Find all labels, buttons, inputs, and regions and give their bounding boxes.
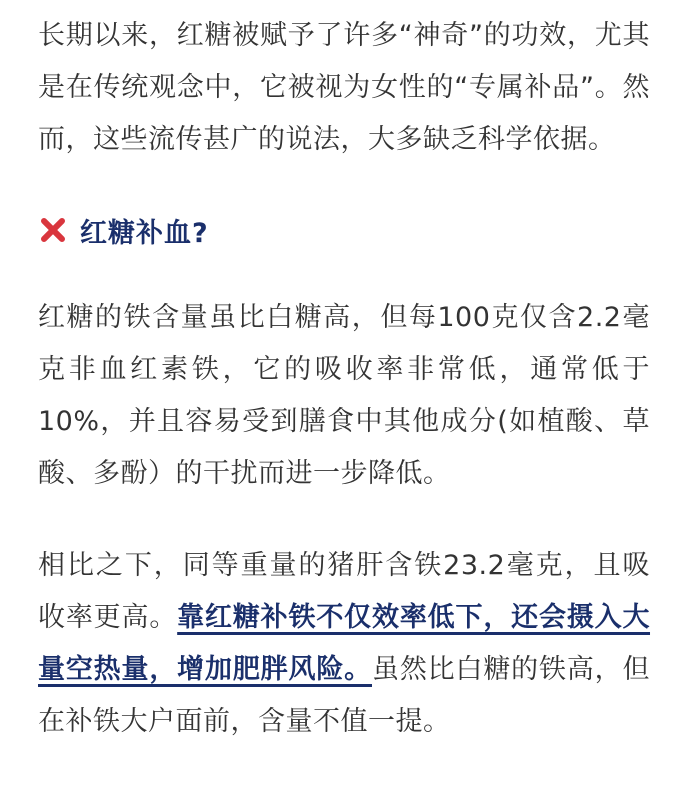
- highlighted-conclusion: 靠红糖补铁不仅效率低下，还会摄入大量空热量，增加肥胖风险。: [38, 602, 651, 685]
- article-body: [38, 10, 650, 748]
- iron-content-paragraph: 红糖的铁含量虽比白糖高，但每100克仅含2.2毫克非血红素铁，它的吸收率非常低，通常低于10%，并且容易受到膳食中其他成分(如植酸、草酸、多酚）的干扰而进一步降低。: [38, 302, 650, 489]
- cross-mark-icon: [38, 215, 68, 245]
- comparison-tail-text: 虽然比白糖的铁高，但在补铁大户面前，含量不值一提。: [38, 654, 650, 737]
- section-heading-text: 红糖补血?: [80, 217, 209, 249]
- comparison-text: 相比之下，同等重量的猪肝含铁23.2毫克，且吸收率更高。: [38, 550, 650, 633]
- intro-paragraph: 长期以来，红糖被赋予了许多“神奇”的功效，尤其是在传统观念中，它被视为女性的“专属补品”。然而，这些流传甚广的说法，大多缺乏科学依据。: [38, 20, 650, 155]
- comparison-paragraph: [38, 540, 650, 748]
- section-heading: [38, 204, 650, 256]
